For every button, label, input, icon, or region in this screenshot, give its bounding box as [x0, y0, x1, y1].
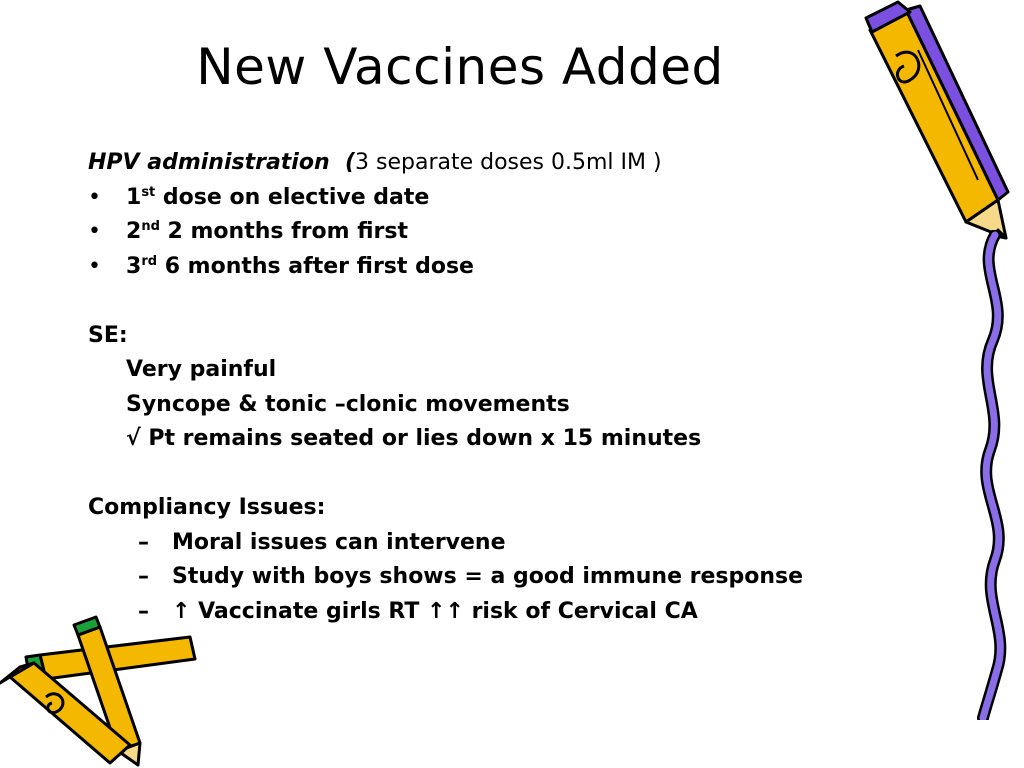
compliancy-text: Moral issues can intervene: [172, 529, 506, 555]
dose-item: [88, 215, 948, 250]
purple-swirl-icon: [955, 230, 1020, 720]
dose-number: 2: [126, 219, 142, 244]
dose-ordinal: st: [141, 184, 156, 200]
dose-ordinal: rd: [141, 253, 158, 269]
dose-text: dose on elective date: [155, 184, 430, 210]
pencil-body: [40, 637, 195, 679]
dose-text: 2 months from first: [159, 219, 409, 244]
pencil-clipart-icon: [858, 0, 1024, 250]
compliancy-item: [88, 526, 948, 561]
compliancy-item: [88, 560, 948, 595]
dash-icon: –: [138, 598, 149, 624]
bullet-icon: •: [88, 253, 101, 279]
hpv-heading: [88, 146, 948, 181]
dash-icon: –: [138, 564, 149, 589]
se-item: Syncope & tonic –clonic movements: [126, 391, 570, 417]
dash-icon: –: [138, 529, 149, 555]
spacer: [88, 457, 948, 492]
compliancy-heading: Compliancy Issues:: [88, 495, 326, 520]
dose-item: [88, 250, 948, 285]
spacer: [88, 284, 948, 319]
slide-body: [88, 146, 948, 629]
pencils-clipart-icon: [0, 615, 210, 768]
hpv-paren: (: [344, 150, 356, 175]
dose-number: 1: [126, 184, 142, 210]
se-item: √ Pt remains seated or lies down x 15 minutes: [126, 426, 702, 451]
dose-text: 6 months after first dose: [157, 253, 474, 279]
compliancy-item: [88, 595, 948, 630]
dose-number: 3: [126, 253, 142, 279]
dose-ordinal: nd: [141, 219, 160, 234]
bullet-icon: •: [88, 219, 101, 244]
slide-title: New Vaccines Added: [196, 38, 724, 96]
compliancy-text: ↑ Vaccinate girls RT ↑↑ risk of Cervical CA: [172, 598, 698, 624]
dose-item: [88, 181, 948, 216]
compliancy-text: Study with boys shows = a good immune response: [172, 564, 804, 589]
se-item: Very painful: [126, 357, 277, 382]
hpv-detail: 3 separate doses 0.5ml IM ): [355, 150, 662, 175]
bullet-icon: •: [88, 184, 101, 210]
se-heading: SE:: [88, 322, 128, 348]
hpv-label: HPV administration: [88, 150, 330, 175]
